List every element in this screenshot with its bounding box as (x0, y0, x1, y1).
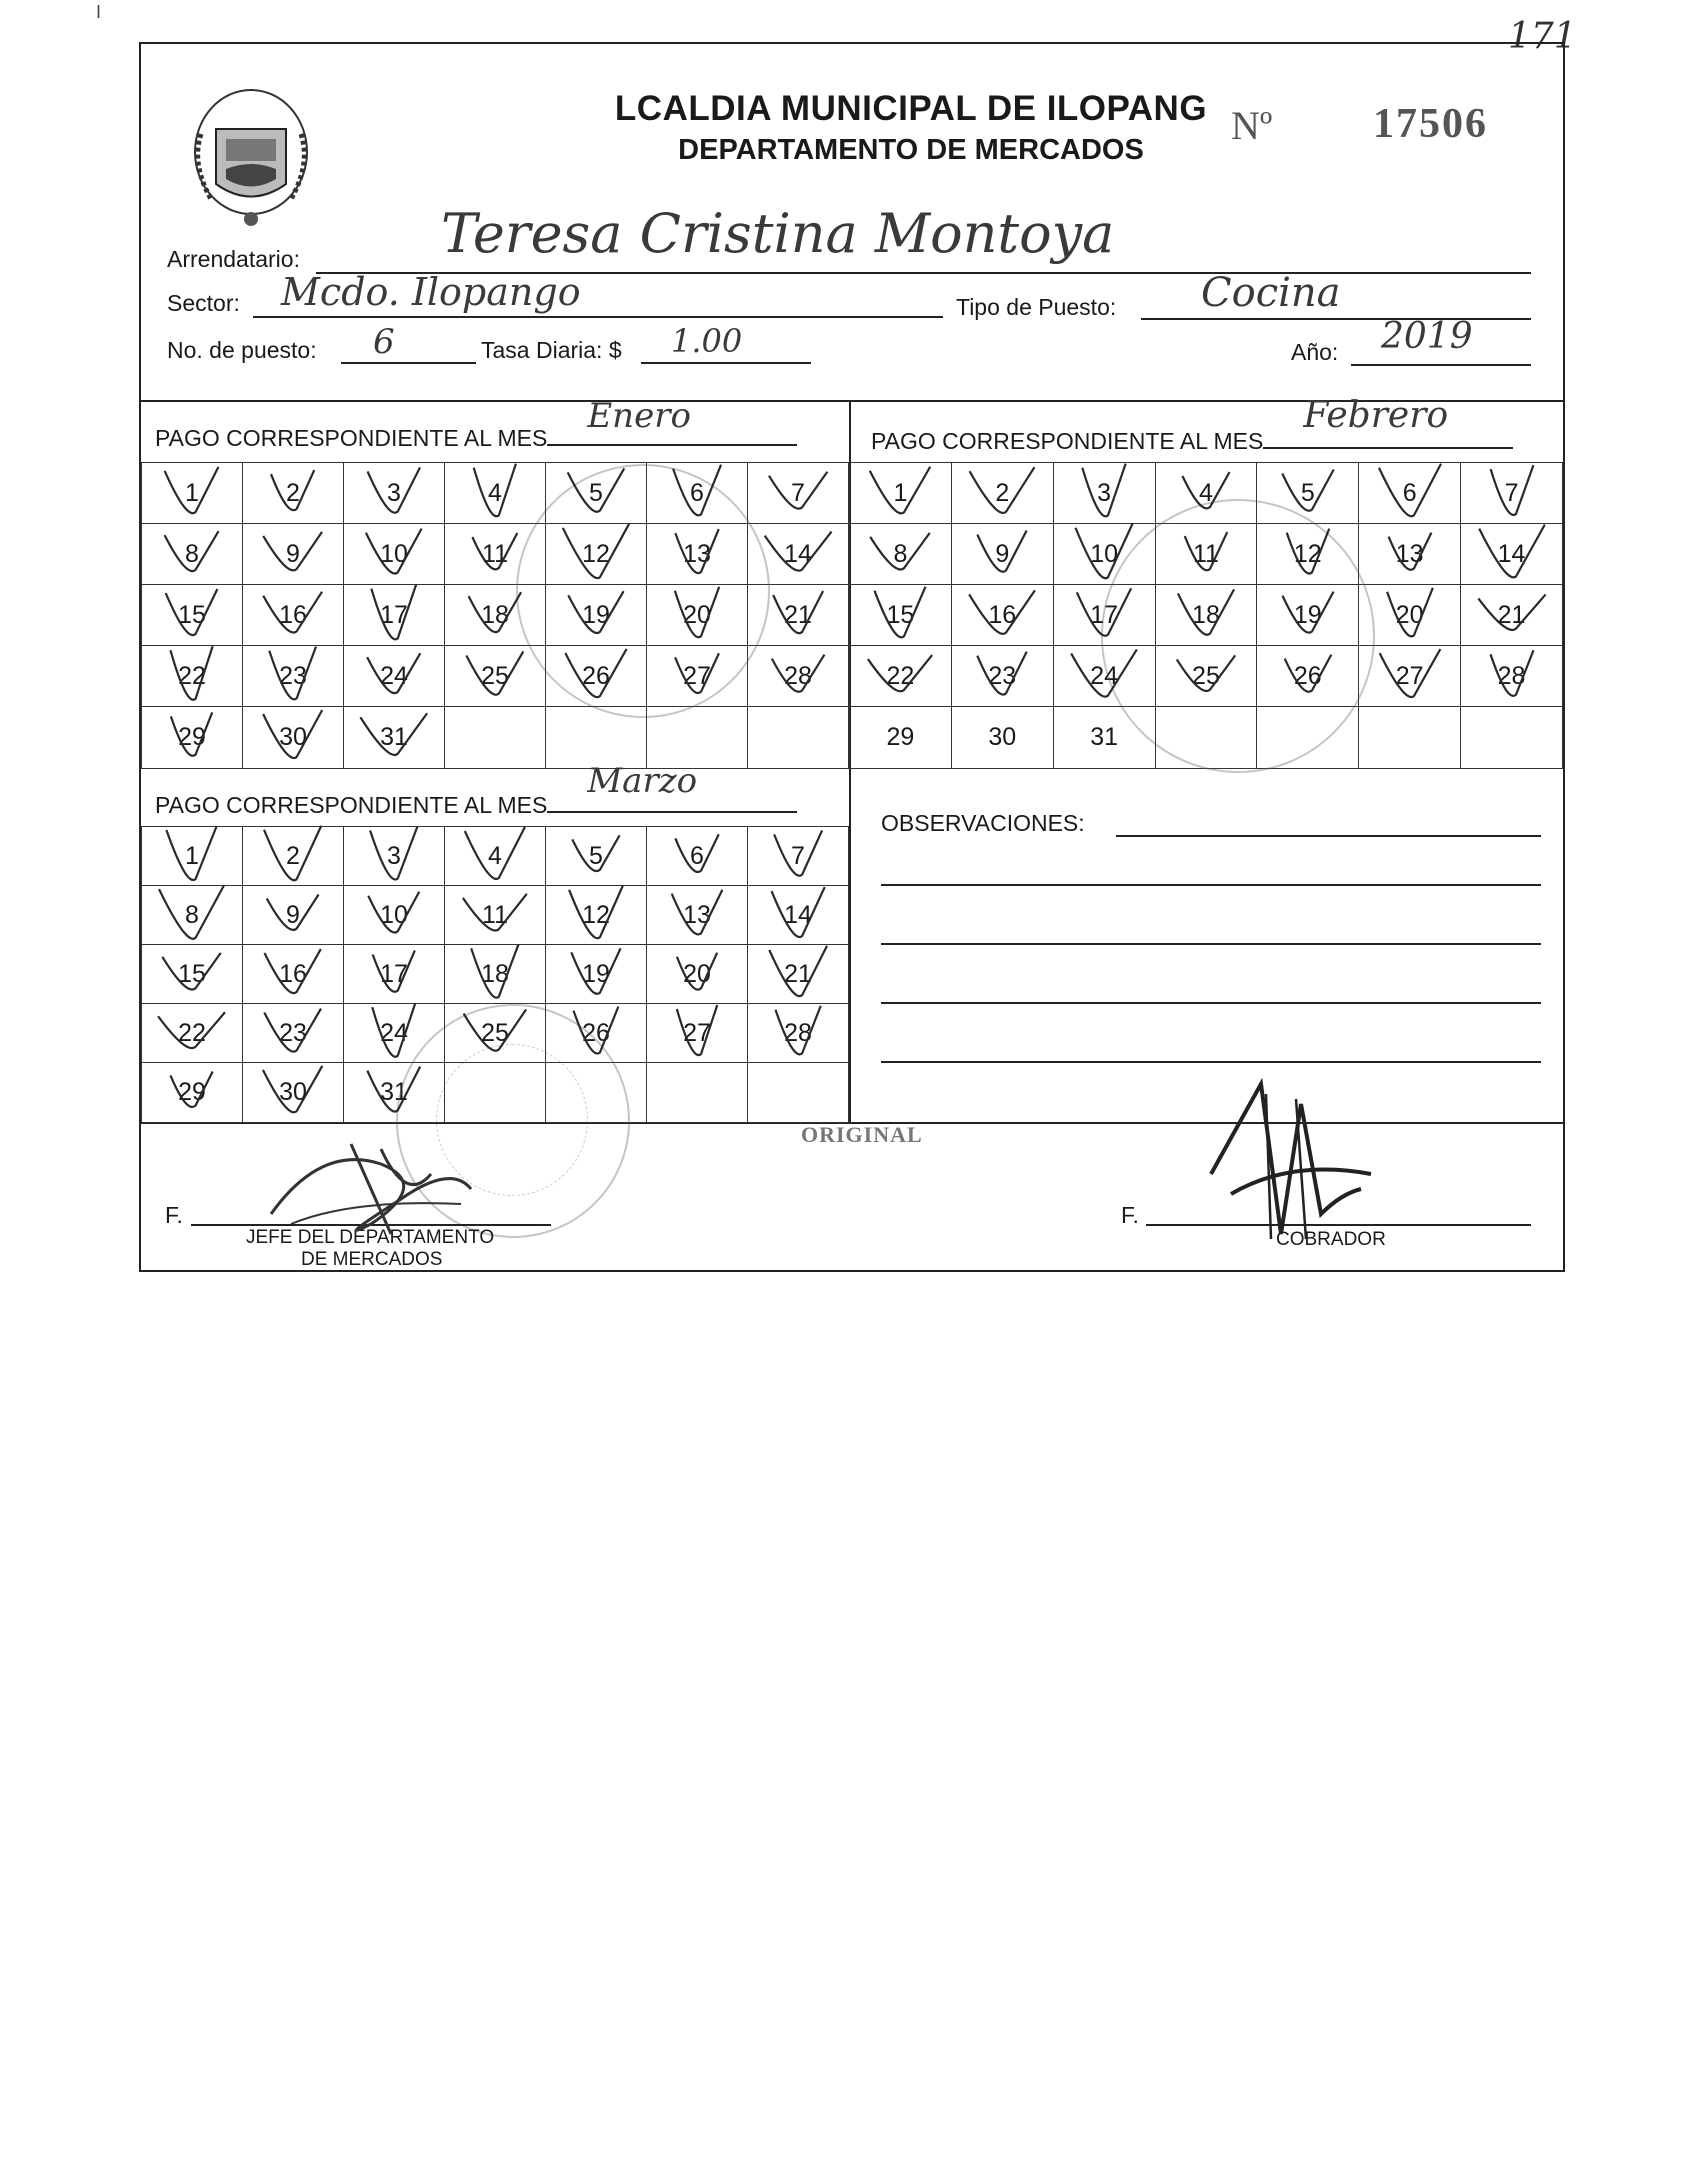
day-cell: 21 (748, 945, 849, 1004)
day-cell-empty (748, 707, 849, 769)
arrendatario-label: Arrendatario: (167, 246, 300, 272)
observaciones-line-1 (1116, 835, 1541, 837)
day-cell: 2 (243, 463, 344, 524)
jefe-title-line2: DE MERCADOS (301, 1249, 443, 1270)
observaciones-line-2 (881, 884, 1541, 886)
anio-line (1351, 364, 1531, 366)
day-cell: 18 (445, 585, 546, 646)
day-cell: 19 (546, 945, 647, 1004)
cobrador-title: COBRADOR (1276, 1229, 1386, 1250)
sector-value: Mcdo. Ilopango (281, 270, 581, 314)
day-cell: 27 (647, 1004, 748, 1063)
observaciones-line-3 (881, 943, 1541, 945)
day-cell: 19 (546, 585, 647, 646)
market-payment-card (139, 42, 1565, 1272)
anio-value: 2019 (1381, 316, 1473, 357)
day-cell: 5 (1257, 463, 1359, 524)
day-cell: 25 (445, 646, 546, 707)
day-cell: 21 (748, 585, 849, 646)
day-cell: 22 (142, 646, 243, 707)
day-cell: 13 (647, 886, 748, 945)
day-cell: 15 (142, 945, 243, 1004)
day-cell: 14 (748, 524, 849, 585)
day-cell: 17 (344, 945, 445, 1004)
day-cell-empty (647, 1063, 748, 1123)
day-cell: 9 (243, 886, 344, 945)
day-cell: 23 (243, 646, 344, 707)
month-label: PAGO CORRESPONDIENTE AL MES (871, 428, 1264, 454)
day-cell: 24 (344, 1004, 445, 1063)
day-cell: 3 (344, 827, 445, 886)
day-cell: 17 (1053, 585, 1155, 646)
tipo-puesto-value: Cocina (1201, 270, 1341, 316)
observaciones-line-5 (881, 1061, 1541, 1063)
day-cell: 8 (850, 524, 952, 585)
day-cell: 16 (243, 945, 344, 1004)
day-cell: 14 (1461, 524, 1563, 585)
arrendatario-value: Teresa Cristina Montoya (441, 202, 1115, 265)
day-cell: 6 (647, 463, 748, 524)
day-cell: 20 (1359, 585, 1461, 646)
day-cell: 19 (1257, 585, 1359, 646)
day-cell: 1 (142, 463, 243, 524)
day-cell-empty (1461, 707, 1563, 769)
month-febrero: Febrero (1303, 395, 1449, 436)
day-cell: 9 (243, 524, 344, 585)
day-cell: 7 (748, 827, 849, 886)
day-cell: 21 (1461, 585, 1563, 646)
day-cell: 12 (546, 524, 647, 585)
day-cell: 26 (546, 1004, 647, 1063)
sector-label: Sector: (167, 290, 240, 316)
day-cell: 11 (445, 886, 546, 945)
day-cell: 29 (142, 707, 243, 769)
jefe-signature-icon (231, 1104, 511, 1254)
day-cell: 24 (344, 646, 445, 707)
municipal-stamp-icon (516, 464, 770, 718)
puesto-value: 6 (373, 322, 395, 362)
day-cell: 5 (546, 463, 647, 524)
day-cell: 26 (1257, 646, 1359, 707)
day-cell: 9 (951, 524, 1053, 585)
day-cell: 4 (445, 827, 546, 886)
department-title: DEPARTAMENTO DE MERCADOS (678, 134, 1144, 166)
puesto-label: No. de puesto: (167, 337, 317, 363)
day-cell: 25 (445, 1004, 546, 1063)
day-cell: 22 (142, 1004, 243, 1063)
sector-line (253, 316, 943, 318)
day-cell: 2 (243, 827, 344, 886)
day-cell: 28 (748, 646, 849, 707)
day-cell: 27 (1359, 646, 1461, 707)
municipal-coat-of-arms-icon (181, 74, 321, 234)
day-cell: 23 (951, 646, 1053, 707)
day-cell: 28 (1461, 646, 1563, 707)
day-cell: 22 (850, 646, 952, 707)
tasa-line (641, 362, 811, 364)
day-cell: 27 (647, 646, 748, 707)
day-cell: 15 (142, 585, 243, 646)
anio-label: Año: (1291, 339, 1339, 365)
receipt-number: 17506 (1373, 101, 1488, 147)
day-cell: 16 (951, 585, 1053, 646)
day-cell: 29 (850, 707, 952, 769)
jefe-title-line1: JEFE DEL DEPARTAMENTO (246, 1227, 495, 1248)
tipo-puesto-label: Tipo de Puesto: (956, 294, 1117, 320)
day-cell: 12 (546, 886, 647, 945)
day-cell-empty (445, 707, 546, 769)
administration-stamp-icon (1101, 499, 1375, 773)
day-cell: 14 (748, 886, 849, 945)
day-cell: 10 (344, 886, 445, 945)
day-cell: 30 (243, 707, 344, 769)
tasa-label: Tasa Diaria: $ (481, 337, 622, 363)
day-cell: 15 (850, 585, 952, 646)
day-cell-empty (1359, 707, 1461, 769)
jefe-f-label: F. (165, 1202, 183, 1228)
day-cell: 10 (1053, 524, 1155, 585)
day-cell: 1 (142, 827, 243, 886)
day-cell: 31 (1053, 707, 1155, 769)
day-cell: 6 (1359, 463, 1461, 524)
tasa-value: 1.00 (671, 322, 743, 360)
day-cell: 7 (1461, 463, 1563, 524)
day-cell: 13 (647, 524, 748, 585)
cobrador-f-label: F. (1121, 1202, 1139, 1228)
number-label: Nº (1231, 103, 1273, 148)
day-cell: 6 (647, 827, 748, 886)
day-cell: 4 (1155, 463, 1257, 524)
observaciones-line-4 (881, 1002, 1541, 1004)
day-cell: 3 (344, 463, 445, 524)
day-cell: 13 (1359, 524, 1461, 585)
day-cell: 31 (344, 1063, 445, 1123)
day-cell: 11 (445, 524, 546, 585)
day-cell: 10 (344, 524, 445, 585)
day-cell: 23 (243, 1004, 344, 1063)
day-cell: 12 (1257, 524, 1359, 585)
cobrador-signature-icon (1171, 1064, 1401, 1264)
day-cell: 8 (142, 886, 243, 945)
day-cell: 3 (1053, 463, 1155, 524)
original-watermark: ORIGINAL (801, 1122, 923, 1147)
folio-number: 171 (1508, 16, 1577, 57)
day-cell: 20 (647, 585, 748, 646)
marzo-header (155, 761, 797, 819)
day-cell-empty (748, 1063, 849, 1123)
day-cell: 11 (1155, 524, 1257, 585)
month-label: PAGO CORRESPONDIENTE AL MES (155, 792, 548, 818)
day-cell: 29 (142, 1063, 243, 1123)
day-cell: 30 (243, 1063, 344, 1123)
day-cell: 25 (1155, 646, 1257, 707)
day-cell: 2 (951, 463, 1053, 524)
day-cell: 28 (748, 1004, 849, 1063)
day-cell: 16 (243, 585, 344, 646)
day-cell: 24 (1053, 646, 1155, 707)
month-label: PAGO CORRESPONDIENTE AL MES (155, 425, 548, 451)
day-cell: 4 (445, 463, 546, 524)
enero-header (155, 396, 797, 452)
puesto-line (341, 362, 476, 364)
page-corner-mark: I (96, 2, 102, 22)
day-cell: 17 (344, 585, 445, 646)
municipality-title: LCALDIA MUNICIPAL DE ILOPANG (614, 89, 1208, 128)
day-cell: 5 (546, 827, 647, 886)
febrero-header (871, 395, 1513, 455)
day-cell: 8 (142, 524, 243, 585)
day-cell: 26 (546, 646, 647, 707)
observaciones-label: OBSERVACIONES: (881, 810, 1085, 836)
month-marzo: Marzo (587, 761, 698, 801)
day-cell: 1 (850, 463, 952, 524)
day-cell: 18 (445, 945, 546, 1004)
day-cell: 30 (951, 707, 1053, 769)
day-cell: 18 (1155, 585, 1257, 646)
month-enero: Enero (587, 396, 691, 436)
day-cell: 7 (748, 463, 849, 524)
day-cell: 31 (344, 707, 445, 769)
day-cell: 20 (647, 945, 748, 1004)
